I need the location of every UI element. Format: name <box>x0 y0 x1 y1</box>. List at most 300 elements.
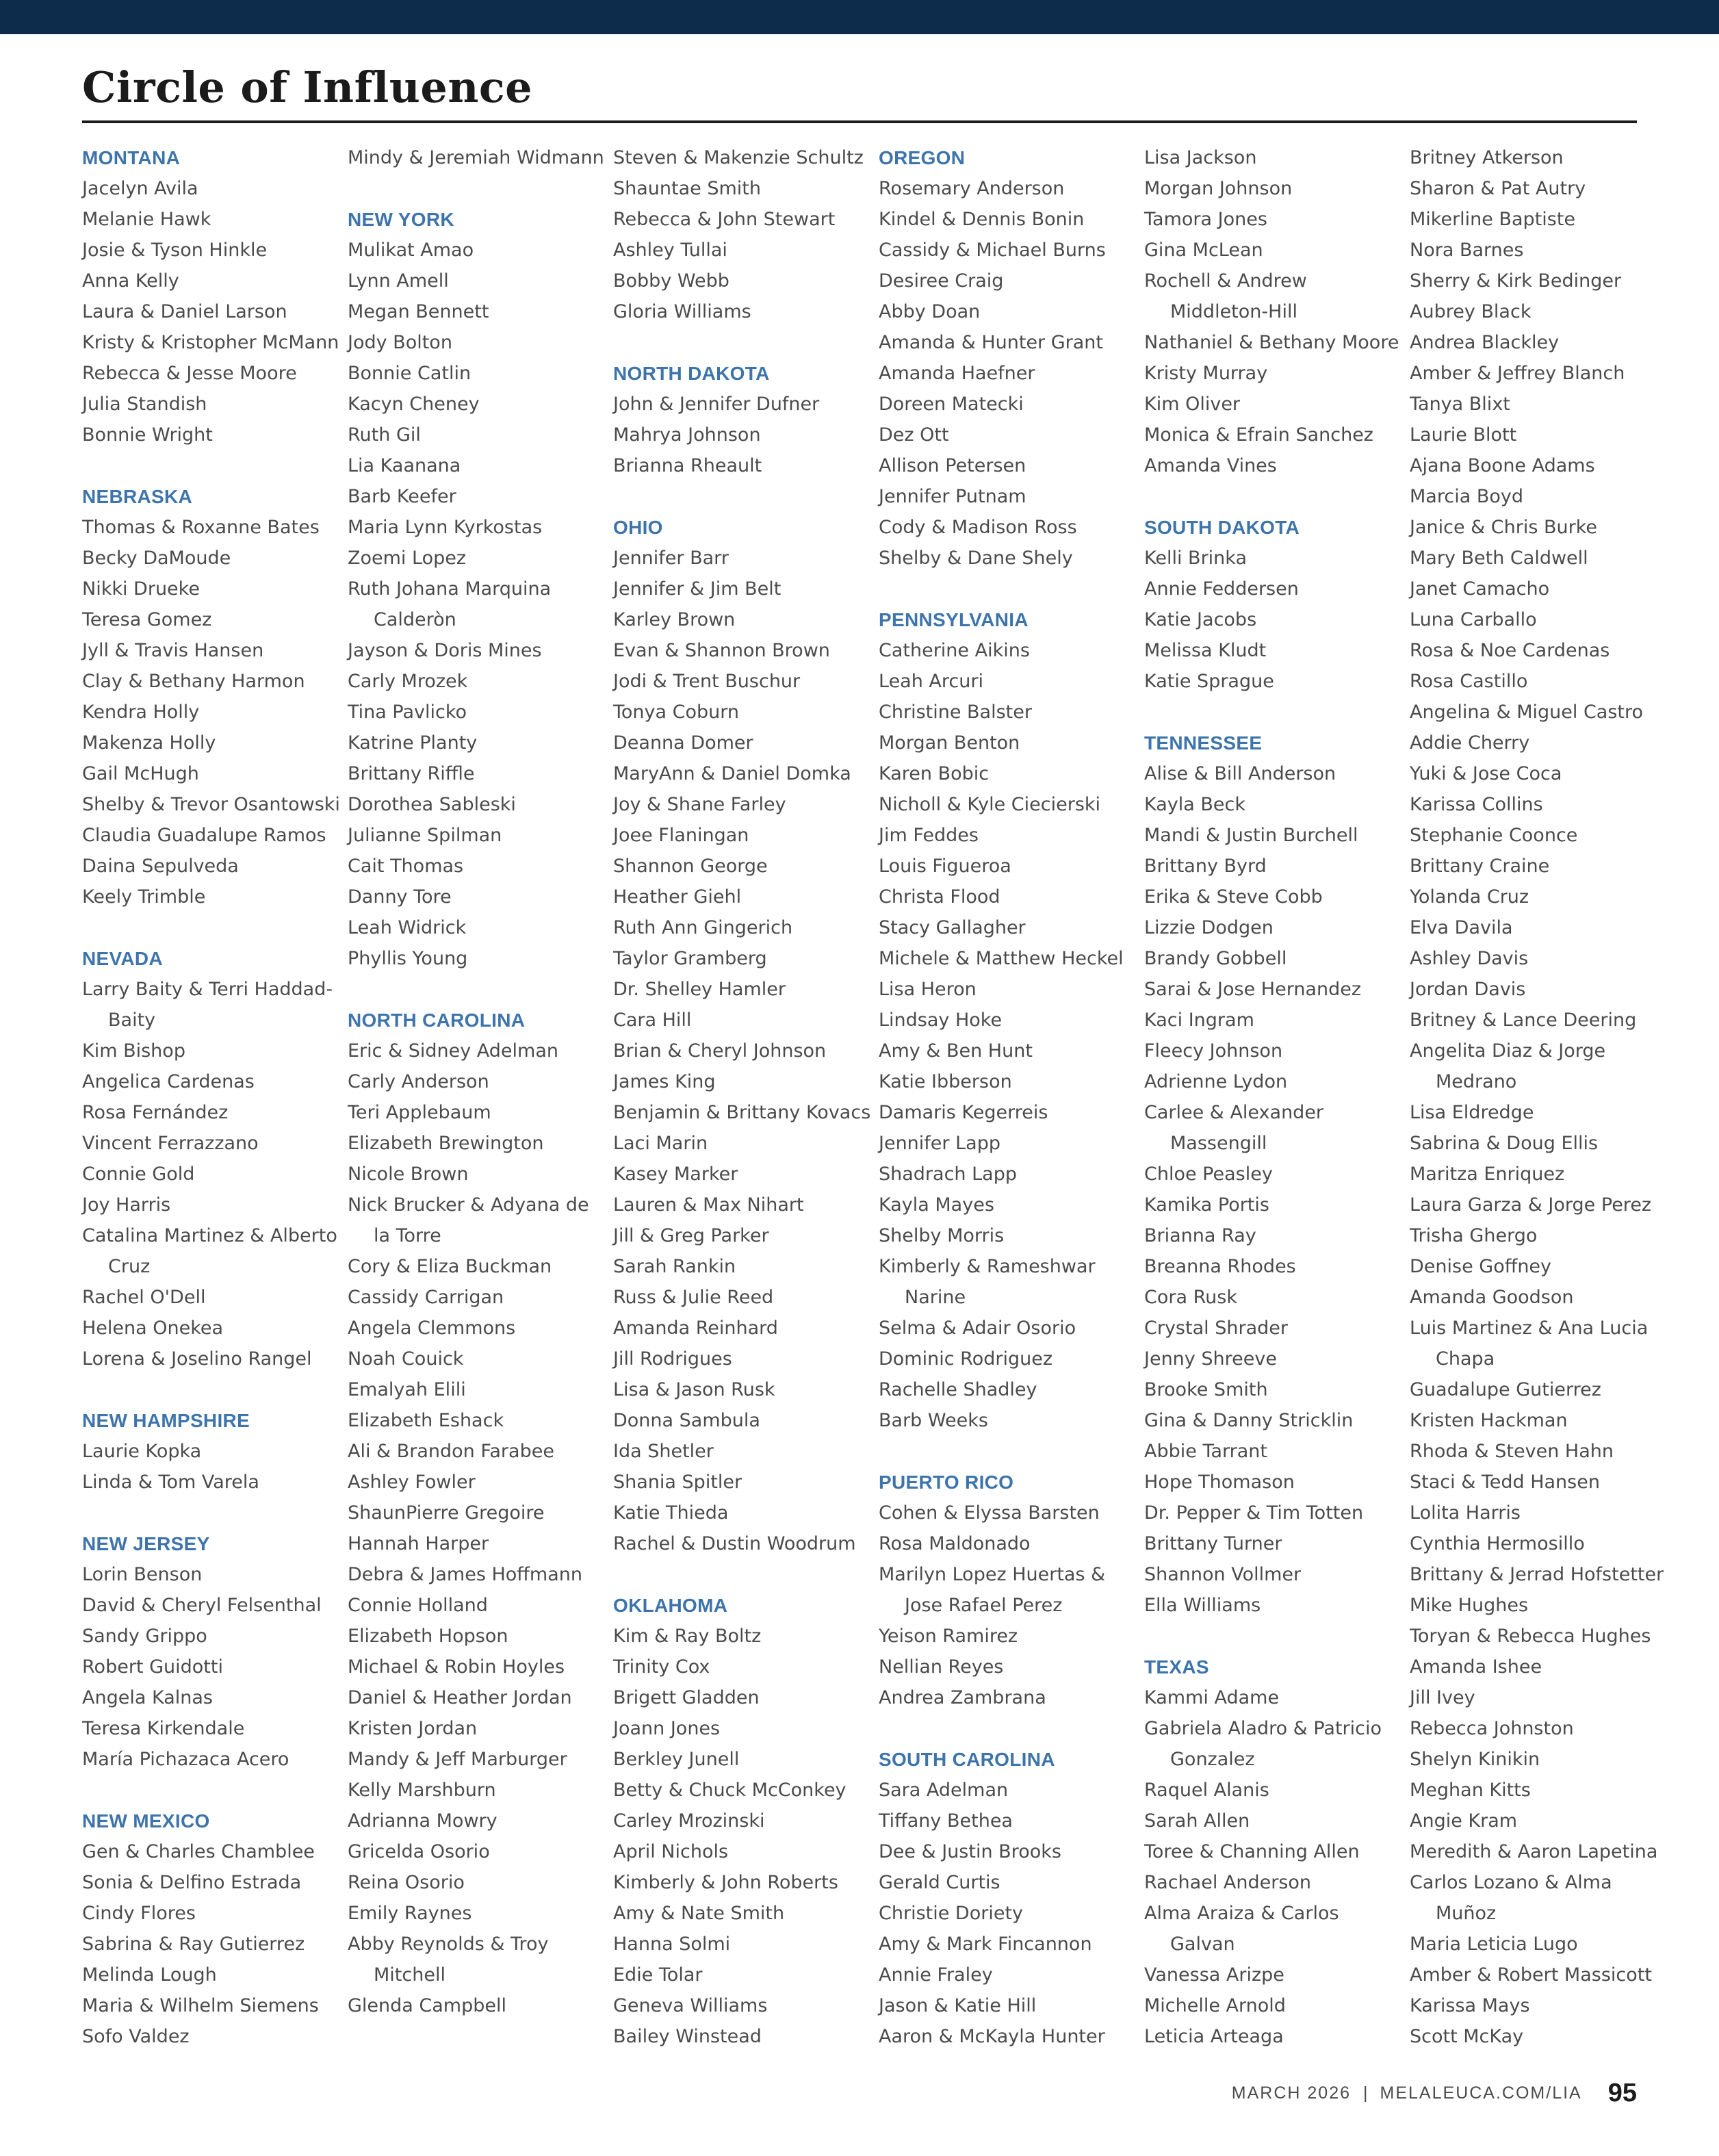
member-name: Teri Applebaum <box>348 1102 491 1123</box>
member-name: Kim & Ray Boltz <box>613 1626 762 1647</box>
member-name: Selma & Adair Osorio <box>879 1318 1076 1339</box>
member-name: Britney & Lance Deering <box>1410 1010 1637 1031</box>
member-name: Abby Reynolds & Troy Mitchell <box>348 1934 549 1986</box>
member-name: Amanda Reinhard <box>613 1318 778 1339</box>
member-name: Stephanie Coonce <box>1410 825 1578 846</box>
member-name: Connie Holland <box>348 1595 488 1616</box>
member-name: Amy & Mark Fincannon <box>879 1934 1092 1955</box>
member-name: Dr. Shelley Hamler <box>613 979 786 1000</box>
member-name: Allison Petersen <box>879 455 1026 476</box>
member-name: Rebecca & Jesse Moore <box>82 363 297 384</box>
member-name: Danny Tore <box>348 886 452 908</box>
member-name: Dr. Pepper & Tim Totten <box>1144 1502 1364 1524</box>
member-name: Cassidy Carrigan <box>348 1287 504 1308</box>
member-name: Rachael Anderson <box>1144 1872 1312 1893</box>
member-name: Rosa Castillo <box>1410 671 1528 692</box>
member-name: Glenda Campbell <box>348 1995 507 2016</box>
member-name: Brandy Gobbell <box>1144 948 1287 969</box>
member-name: Amanda Vines <box>1144 455 1277 476</box>
member-name: Katie Sprague <box>1144 671 1274 692</box>
member-name: Scott McKay <box>1410 2026 1524 2047</box>
member-name: Carlee & Alexander Massengill <box>1144 1102 1324 1154</box>
member-name: Vincent Ferrazzano <box>82 1133 259 1154</box>
member-name: Sabrina & Doug Ellis <box>1410 1133 1599 1154</box>
member-name: Laurie Blott <box>1410 424 1517 446</box>
member-name: Gina & Danny Stricklin <box>1144 1410 1354 1431</box>
member-name: Amanda Ishee <box>1410 1656 1542 1678</box>
member-name: Kelly Marshburn <box>348 1780 496 1801</box>
member-name: Kamika Portis <box>1144 1194 1269 1216</box>
member-name: Yolanda Cruz <box>1410 886 1529 908</box>
member-name: Rhoda & Steven Hahn <box>1410 1441 1614 1462</box>
member-name: Megan Bennett <box>348 301 489 322</box>
member-name: Jennifer Barr <box>613 548 729 569</box>
member-name: Angelina & Miguel Castro <box>1410 702 1644 723</box>
member-name: Rosa & Noe Cardenas <box>1410 640 1610 661</box>
member-name: Bobby Webb <box>613 270 729 292</box>
state-section <box>82 1806 342 2052</box>
state-heading: MONTANA <box>82 147 181 168</box>
member-name: Ella Williams <box>1144 1595 1261 1616</box>
member-name: Jordan Davis <box>1410 979 1526 1000</box>
member-name: Teresa Gomez <box>82 609 212 630</box>
member-name: Adrienne Lydon <box>1144 1071 1288 1092</box>
member-name: Gabriela Aladro & Patricio Gonzalez <box>1144 1718 1382 1770</box>
state-heading: NEVADA <box>82 948 163 969</box>
member-name: Barb Weeks <box>879 1410 988 1431</box>
footer-url[interactable]: MELALEUCA.COM/LIA <box>1380 2083 1582 2103</box>
member-name: Jennifer Putnam <box>879 486 1026 507</box>
member-name: Andrea Blackley <box>1410 332 1560 353</box>
member-name: Rebecca Johnston <box>1410 1718 1574 1739</box>
member-name: Tanya Blixt <box>1410 394 1510 415</box>
member-name: Cohen & Elyssa Barsten <box>879 1502 1100 1524</box>
member-name: Nora Barnes <box>1410 240 1524 261</box>
member-name: Nicole Brown <box>348 1164 469 1185</box>
member-name: Steven & Makenzie Schultz <box>613 147 864 168</box>
top-banner <box>0 0 1719 34</box>
page-footer <box>1232 2074 1637 2112</box>
member-name: Kayla Mayes <box>879 1194 994 1216</box>
member-name: Jyll & Travis Hansen <box>82 640 264 661</box>
state-heading: PENNSYLVANIA <box>879 609 1029 630</box>
member-name: Jennifer Lapp <box>879 1133 1000 1154</box>
member-name: Mikerline Baptiste <box>1410 209 1576 230</box>
member-name: Kristen Hackman <box>1410 1410 1568 1431</box>
member-name: Carlos Lozano & Alma Muñoz <box>1410 1872 1612 1924</box>
member-name: Kimberly & Rameshwar Narine <box>879 1256 1096 1308</box>
member-name: Claudia Guadalupe Ramos <box>82 825 326 846</box>
member-name: Kristen Jordan <box>348 1718 478 1739</box>
column-5 <box>1144 142 1404 2083</box>
member-name: Dez Ott <box>879 424 949 446</box>
member-name: ShaunPierre Gregoire <box>348 1502 545 1524</box>
member-name: Elizabeth Brewington <box>348 1133 544 1154</box>
member-name: Sarai & Jose Hernandez <box>1144 979 1362 1000</box>
member-name: Guadalupe Gutierrez <box>1410 1379 1601 1400</box>
member-name: Maritza Enriquez <box>1410 1164 1565 1185</box>
state-section <box>879 604 1139 1436</box>
member-name: Catherine Aikins <box>879 640 1030 661</box>
member-name: Morgan Benton <box>879 732 1020 754</box>
member-name: Hope Thomason <box>1144 1472 1295 1493</box>
member-name: Louis Figueroa <box>879 856 1011 877</box>
member-name: Marcia Boyd <box>1410 486 1523 507</box>
member-name: Lisa & Jason Rusk <box>613 1379 775 1400</box>
member-name: Sharon & Pat Autry <box>1410 178 1586 199</box>
member-name: Emalyah Elili <box>348 1379 466 1400</box>
member-name: Kaci Ingram <box>1144 1010 1254 1031</box>
member-name: Teresa Kirkendale <box>82 1718 245 1739</box>
member-name: Abbie Tarrant <box>1144 1441 1267 1462</box>
title-rule <box>82 120 1637 123</box>
member-name: Staci & Tedd Hansen <box>1410 1472 1600 1493</box>
member-name: Shauntae Smith <box>613 178 761 199</box>
member-name: Kindel & Dennis Bonin <box>879 209 1085 230</box>
column-2 <box>348 142 608 2052</box>
member-name: Lizzie Dodgen <box>1144 917 1274 938</box>
member-name: Elizabeth Eshack <box>348 1410 504 1431</box>
state-heading: OKLAHOMA <box>613 1595 728 1616</box>
member-name: Mulikat Amao <box>348 240 474 261</box>
member-name: Sabrina & Ray Gutierrez <box>82 1934 305 1955</box>
member-name: Lorin Benson <box>82 1564 203 1585</box>
member-name: Michelle Arnold <box>1144 1995 1286 2016</box>
member-name: Jason & Katie Hill <box>879 1995 1037 2016</box>
member-name: Yeison Ramirez <box>879 1626 1018 1647</box>
member-name: Joee Flaningan <box>613 825 749 846</box>
column-1 <box>82 142 342 2083</box>
member-name: Rachel O'Dell <box>82 1287 206 1308</box>
member-name: Erika & Steve Cobb <box>1144 886 1323 908</box>
member-name: Amy & Ben Hunt <box>879 1040 1033 1062</box>
member-name: Rachel & Dustin Woodrum <box>613 1533 856 1554</box>
member-name: Lynn Amell <box>348 270 449 292</box>
member-name: Russ & Julie Reed <box>613 1287 774 1308</box>
member-name: Fleecy Johnson <box>1144 1040 1283 1062</box>
member-name: Julianne Spilman <box>348 825 502 846</box>
member-name: Nikki Drueke <box>82 578 200 600</box>
member-name: Ruth Gil <box>348 424 421 446</box>
column-3 <box>613 142 873 2083</box>
state-section <box>82 1528 342 1775</box>
footer-issue: MARCH 2026 <box>1231 2083 1352 2103</box>
member-name: Karissa Mays <box>1410 1995 1530 2016</box>
member-name: Barb Keefer <box>348 486 456 507</box>
member-name: Toryan & Rebecca Hughes <box>1410 1626 1651 1647</box>
member-name: Yuki & Jose Coca <box>1410 763 1562 784</box>
member-name: Sonia & Delfino Estrada <box>82 1872 302 1893</box>
member-name: Ali & Brandon Farabee <box>348 1441 554 1462</box>
member-name: Gail McHugh <box>82 763 199 784</box>
member-name: Jayson & Doris Mines <box>348 640 542 661</box>
member-name: Jim Feddes <box>879 825 979 846</box>
member-name: Gina McLean <box>1144 240 1263 261</box>
member-name: Damaris Kegerreis <box>879 1102 1048 1123</box>
member-name: Cory & Eliza Buckman <box>348 1256 552 1277</box>
member-name: Rachelle Shadley <box>879 1379 1037 1400</box>
member-name: Maria Leticia Lugo <box>1410 1934 1578 1955</box>
member-name: Luna Carballo <box>1410 609 1537 630</box>
member-name: Mary Beth Caldwell <box>1410 548 1588 569</box>
member-name: Nathaniel & Bethany Moore <box>1144 332 1399 353</box>
state-section <box>82 142 342 450</box>
member-name: Lolita Harris <box>1410 1502 1521 1524</box>
member-name: Tiffany Bethea <box>879 1810 1013 1832</box>
member-name: Cynthia Hermosillo <box>1410 1533 1585 1554</box>
state-heading: NORTH CAROLINA <box>348 1010 526 1031</box>
member-name: Amanda & Hunter Grant <box>879 332 1104 353</box>
member-name: Brianna Rheault <box>613 455 762 476</box>
member-name: Toree & Channing Allen <box>1144 1841 1360 1862</box>
member-name: Brittany Turner <box>1144 1533 1282 1554</box>
member-name: David & Cheryl Felsenthal <box>82 1595 322 1616</box>
member-name: Karley Brown <box>613 609 736 630</box>
member-name: Nellian Reyes <box>879 1656 1004 1678</box>
column-6 <box>1410 142 1670 2083</box>
member-name: Anna Kelly <box>82 270 179 292</box>
state-section <box>1144 512 1404 697</box>
member-name: Lisa Eldredge <box>1410 1102 1534 1123</box>
member-name: Shannon Vollmer <box>1144 1564 1302 1585</box>
member-name: Gen & Charles Chamblee <box>82 1841 315 1862</box>
member-name: April Nichols <box>613 1841 729 1862</box>
member-name: Jody Bolton <box>348 332 452 353</box>
state-heading: SOUTH CAROLINA <box>879 1749 1055 1770</box>
member-name: Jill Rodrigues <box>613 1348 732 1370</box>
state-heading: NEW MEXICO <box>82 1810 210 1832</box>
member-name: Tonya Coburn <box>613 702 740 723</box>
member-name: Catalina Martinez & Alberto Cruz <box>82 1225 337 1277</box>
state-section <box>1144 142 1404 481</box>
member-name: Shadrach Lapp <box>879 1164 1017 1185</box>
member-name: Rochell & Andrew Middleton-Hill <box>1144 270 1307 322</box>
member-name: Brittany Riffle <box>348 763 475 784</box>
member-name: Amanda Haefner <box>879 363 1035 384</box>
member-name: Sarah Allen <box>1144 1810 1250 1832</box>
member-name: Clay & Bethany Harmon <box>82 671 305 692</box>
state-section <box>613 142 873 327</box>
member-name: Sherry & Kirk Bedinger <box>1410 270 1622 292</box>
member-name: Connie Gold <box>82 1164 195 1185</box>
member-name: Shannon George <box>613 856 768 877</box>
member-name: Ashley Fowler <box>348 1472 476 1493</box>
member-name: Shelby & Dane Shely <box>879 548 1073 569</box>
member-name: Amanda Goodson <box>1410 1287 1574 1308</box>
member-name: Laura Garza & Jorge Perez <box>1410 1194 1652 1216</box>
member-name: Kammi Adame <box>1144 1687 1280 1708</box>
member-name: Cindy Flores <box>82 1903 196 1924</box>
member-name: Brooke Smith <box>1144 1379 1268 1400</box>
member-name: Jill Ivey <box>1410 1687 1475 1708</box>
member-name: Evan & Shannon Brown <box>613 640 830 661</box>
member-name: Janice & Chris Burke <box>1410 517 1598 538</box>
member-name: Melanie Hawk <box>82 209 211 230</box>
member-name: John & Jennifer Dufner <box>613 394 820 415</box>
member-name: Gerald Curtis <box>879 1872 1000 1893</box>
state-section <box>1410 142 1670 2052</box>
member-name: Noah Couick <box>348 1348 464 1370</box>
member-name: Eric & Sidney Adelman <box>348 1040 558 1062</box>
member-name: Brian & Cheryl Johnson <box>613 1040 827 1062</box>
member-name: Chloe Peasley <box>1144 1164 1273 1185</box>
member-name: Aubrey Black <box>1410 301 1531 322</box>
state-section <box>879 1467 1139 1713</box>
member-name: Amber & Robert Massicott <box>1410 1964 1652 1986</box>
member-name: Shelby Morris <box>879 1225 1005 1246</box>
member-name: Mindy & Jeremiah Widmann <box>348 147 604 168</box>
member-name: Gricelda Osorio <box>348 1841 490 1862</box>
state-section <box>82 1405 342 1498</box>
member-name: Amy & Nate Smith <box>613 1903 785 1924</box>
member-name: Jennifer & Jim Belt <box>613 578 781 600</box>
member-name: Karissa Collins <box>1410 794 1543 815</box>
member-name: Joann Jones <box>613 1718 721 1739</box>
member-name: Shelyn Kinikin <box>1410 1749 1540 1770</box>
member-name: Mandy & Jeff Marburger <box>348 1749 567 1770</box>
member-name: Nick Brucker & Adyana de la Torre <box>348 1194 589 1246</box>
member-name: Kacyn Cheney <box>348 394 480 415</box>
member-name: Dorothea Sableski <box>348 794 516 815</box>
member-name: Lisa Jackson <box>1144 147 1257 168</box>
state-heading: OHIO <box>613 517 663 538</box>
member-name: Aaron & McKayla Hunter <box>879 2026 1105 2047</box>
member-name: Helena Onekea <box>82 1318 224 1339</box>
member-name: Sandy Grippo <box>82 1626 207 1647</box>
member-name: Phyllis Young <box>348 948 468 969</box>
member-name: Katrine Planty <box>348 732 478 754</box>
member-name: Daina Sepulveda <box>82 856 239 877</box>
member-name: Donna Sambula <box>613 1410 760 1431</box>
member-name: Carley Mrozinski <box>613 1810 765 1832</box>
member-name: Reina Osorio <box>348 1872 465 1893</box>
member-name: Amber & Jeffrey Blanch <box>1410 363 1625 384</box>
member-name: James King <box>613 1071 716 1092</box>
member-name: Rosa Maldonado <box>879 1533 1031 1554</box>
member-name: Karen Bobic <box>879 763 990 784</box>
state-heading: NORTH DAKOTA <box>613 363 770 384</box>
member-name: Bailey Winstead <box>613 2026 762 2047</box>
state-heading: TEXAS <box>1144 1656 1209 1678</box>
member-name: Kimberly & John Roberts <box>613 1872 838 1893</box>
member-name: Elva Davila <box>1410 917 1513 938</box>
member-name: Kayla Beck <box>1144 794 1245 815</box>
member-name: Tamora Jones <box>1144 209 1267 230</box>
state-heading: NEBRASKA <box>82 486 193 507</box>
state-heading: TENNESSEE <box>1144 732 1263 754</box>
member-name: María Pichazaca Acero <box>82 1749 289 1770</box>
member-name: Keely Trimble <box>82 886 206 908</box>
member-name: Christa Flood <box>879 886 1000 908</box>
member-name: Jenny Shreeve <box>1144 1348 1277 1370</box>
member-name: Geneva Williams <box>613 1995 768 2016</box>
member-name: Maria & Wilhelm Siemens <box>82 1995 319 2016</box>
state-heading: OREGON <box>879 147 966 168</box>
state-heading: NEW JERSEY <box>82 1533 210 1554</box>
member-name: Shania Spitler <box>613 1472 742 1493</box>
member-name: Annie Feddersen <box>1144 578 1299 600</box>
member-name: Mandi & Justin Burchell <box>1144 825 1358 846</box>
member-name: Lisa Heron <box>879 979 977 1000</box>
state-heading: NEW HAMPSHIRE <box>82 1410 250 1431</box>
member-name: Tina Pavlicko <box>348 702 467 723</box>
member-name: Lindsay Hoke <box>879 1010 1003 1031</box>
member-name: Bonnie Catlin <box>348 363 471 384</box>
member-name: Desiree Craig <box>879 270 1004 292</box>
member-name: Crystal Shrader <box>1144 1318 1288 1339</box>
member-name: Larry Baity & Terri Haddad-Baity <box>82 979 333 1031</box>
member-name: Zoemi Lopez <box>348 548 467 569</box>
member-name: MaryAnn & Daniel Domka <box>613 763 851 784</box>
member-name: Kendra Holly <box>82 702 200 723</box>
member-name: Ida Shetler <box>613 1441 714 1462</box>
state-heading: PUERTO RICO <box>879 1472 1014 1493</box>
member-name: Christie Doriety <box>879 1903 1024 1924</box>
member-name: Sarah Rankin <box>613 1256 736 1277</box>
member-name: Meghan Kitts <box>1410 1780 1531 1801</box>
member-name: Lauren & Max Nihart <box>613 1194 804 1216</box>
member-name: Rebecca & John Stewart <box>613 209 836 230</box>
member-name: Alma Araiza & Carlos Galvan <box>1144 1903 1339 1955</box>
member-name: Vanessa Arizpe <box>1144 1964 1284 1986</box>
member-name: Kasey Marker <box>613 1164 738 1185</box>
member-name: Janet Camacho <box>1410 578 1550 600</box>
member-name: Becky DaMoude <box>82 548 231 569</box>
member-name: Ajana Boone Adams <box>1410 455 1595 476</box>
member-name: Rosa Fernández <box>82 1102 229 1123</box>
member-name: Katie Thieda <box>613 1502 729 1524</box>
state-section <box>879 142 1139 574</box>
member-name: Jacelyn Avila <box>82 178 198 199</box>
member-name: Michael & Robin Hoyles <box>348 1656 565 1678</box>
member-name: Stacy Gallagher <box>879 917 1026 938</box>
member-name: Elizabeth Hopson <box>348 1626 508 1647</box>
member-name: Josie & Tyson Hinkle <box>82 240 268 261</box>
member-name: Angela Clemmons <box>348 1318 516 1339</box>
member-name: Ruth Johana Marquina Calderòn <box>348 578 552 630</box>
member-name: Nicholl & Kyle Ciecierski <box>879 794 1101 815</box>
member-name: Benjamin & Brittany Kovacs <box>613 1102 871 1123</box>
member-name: Addie Cherry <box>1410 732 1530 754</box>
name-columns <box>82 142 1664 2059</box>
member-name: Adrianna Mowry <box>348 1810 497 1832</box>
member-name: Marilyn Lopez Huertas & Jose Rafael Perez <box>879 1564 1106 1616</box>
member-name: Lia Kaanana <box>348 455 461 476</box>
member-name: Denise Goffney <box>1410 1256 1552 1277</box>
member-name: Brigett Gladden <box>613 1687 760 1708</box>
member-name: Brittany & Jerrad Hofstetter <box>1410 1564 1664 1585</box>
member-name: Angie Kram <box>1410 1810 1518 1832</box>
member-name: Betty & Chuck McConkey <box>613 1780 846 1801</box>
member-name: Carly Anderson <box>348 1071 489 1092</box>
member-name: Edie Tolar <box>613 1964 703 1986</box>
member-name: Cassidy & Michael Burns <box>879 240 1106 261</box>
state-section <box>348 204 608 974</box>
member-name: Melissa Kludt <box>1144 640 1267 661</box>
member-name: Brianna Ray <box>1144 1225 1256 1246</box>
member-name: Angelica Cardenas <box>82 1071 255 1092</box>
member-name: Monica & Efrain Sanchez <box>1144 424 1373 446</box>
member-name: Cait Thomas <box>348 856 464 877</box>
member-name: Heather Giehl <box>613 886 742 908</box>
member-name: Berkley Junell <box>613 1749 740 1770</box>
member-name: Britney Atkerson <box>1410 147 1564 168</box>
member-name: Taylor Gramberg <box>613 948 767 969</box>
member-name: Brittany Byrd <box>1144 856 1267 877</box>
member-name: Melinda Lough <box>82 1964 217 1986</box>
member-name: Kelli Brinka <box>1144 548 1248 569</box>
footer-separator: | <box>1363 2083 1368 2103</box>
